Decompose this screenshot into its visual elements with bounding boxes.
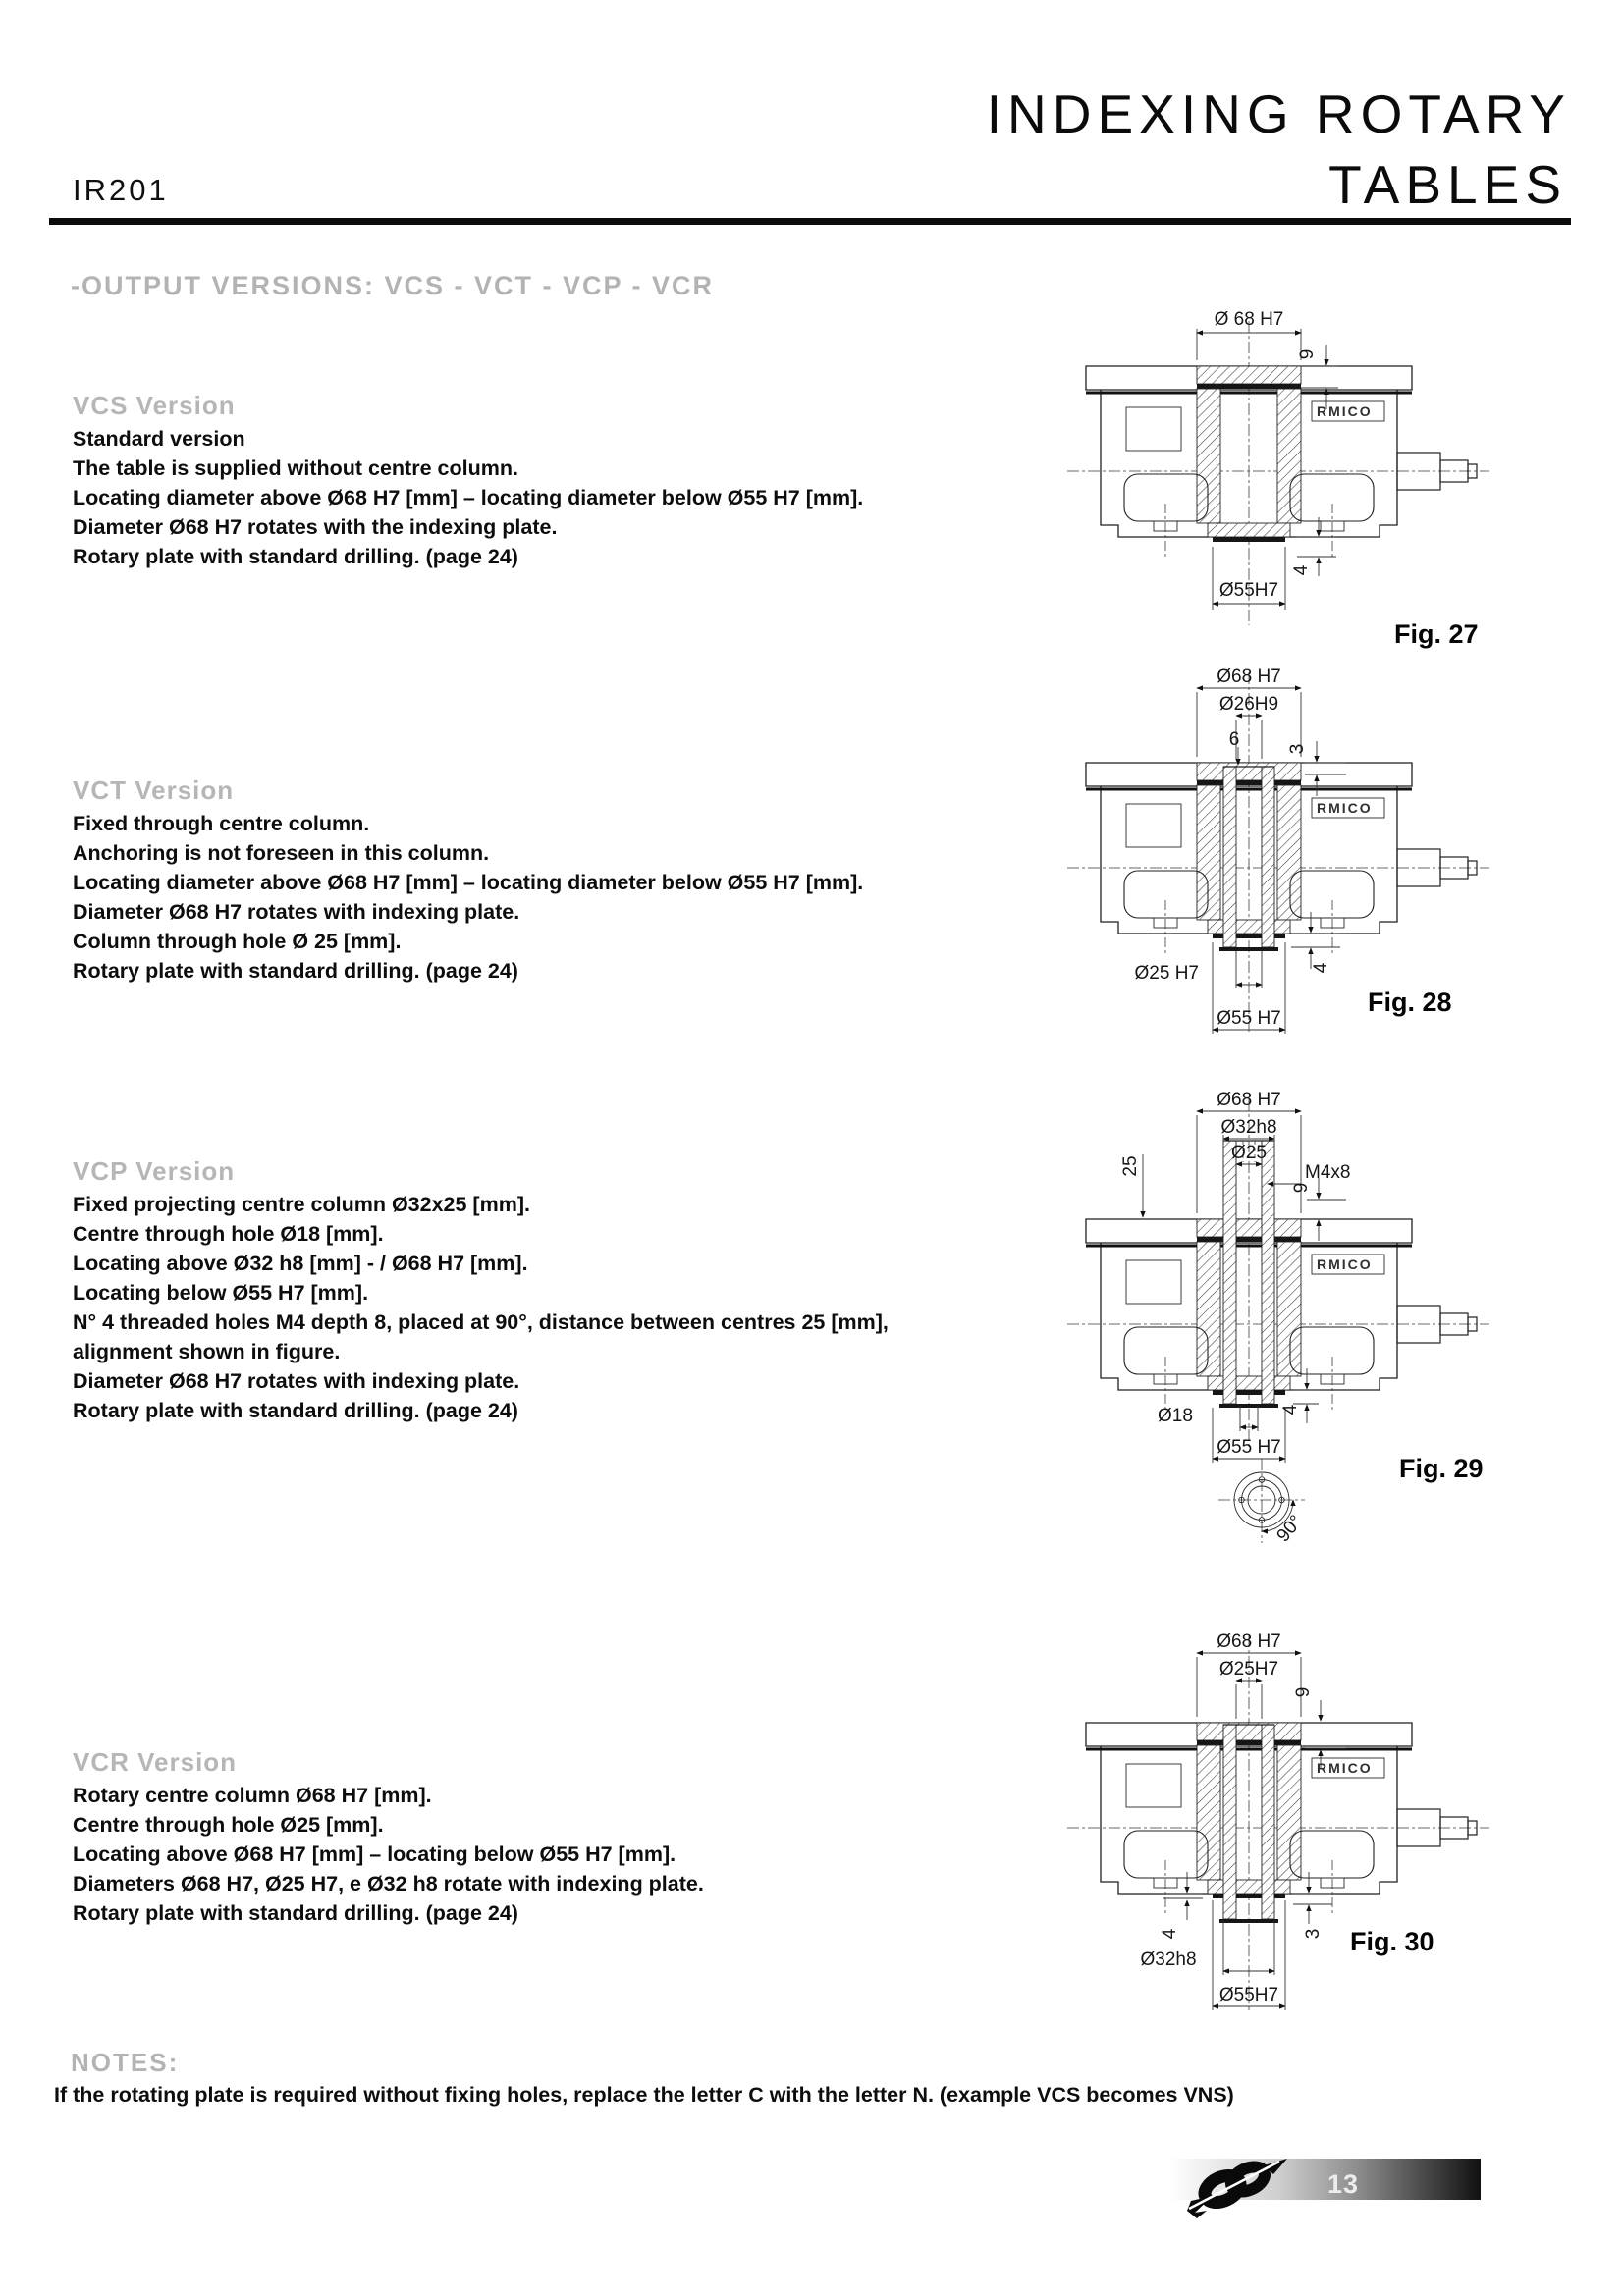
figure-caption: Fig. 28	[1368, 988, 1452, 1017]
vcp-line: Rotary plate with standard drilling. (page 24)	[73, 1399, 518, 1422]
brand-label: RMICO	[1317, 403, 1373, 419]
dim-3-label: 3	[1303, 1928, 1324, 1940]
vcs-version-text	[73, 424, 1025, 571]
vct-line: Column through hole Ø 25 [mm].	[73, 930, 402, 953]
dim-55-label: Ø55 H7	[1217, 1437, 1281, 1458]
vct-version-heading: VCT Version	[73, 775, 235, 805]
vcp-line: N° 4 threaded holes M4 depth 8, placed at 90°, distance between centres 25 [mm],	[73, 1310, 889, 1334]
figure-30-drawing	[1065, 1610, 1600, 2022]
vcp-line: Centre through hole Ø18 [mm].	[73, 1222, 384, 1246]
dim-9-label: 9	[1293, 1686, 1314, 1698]
vcr-version-heading: VCR Version	[73, 1747, 238, 1777]
page-title-line1: INDEXING ROTARY	[986, 83, 1571, 144]
brand-label: RMICO	[1317, 1256, 1373, 1272]
dim-9-label: 9	[1291, 1182, 1312, 1194]
bottom-view	[1218, 1459, 1307, 1546]
dim-68-label: Ø68 H7	[1217, 1631, 1281, 1652]
dim-32-label: Ø32h8	[1220, 1117, 1277, 1138]
figure-caption: Fig. 30	[1350, 1927, 1434, 1956]
dim-4-label: 4	[1291, 564, 1312, 576]
vct-version-text	[73, 809, 1025, 986]
vcr-line: Centre through hole Ø25 [mm].	[73, 1813, 384, 1837]
dim-9-label: 9	[1297, 348, 1318, 360]
vcs-line: Locating diameter above Ø68 H7 [mm] – locating diameter below Ø55 H7 [mm].	[73, 486, 864, 509]
vcp-version-text	[73, 1190, 1025, 1425]
dim-4-label: 4	[1160, 1928, 1180, 1940]
dim-68-label: Ø68 H7	[1217, 667, 1281, 687]
brand-label: RMICO	[1317, 800, 1373, 816]
vcs-line: Rotary plate with standard drilling. (page 24)	[73, 545, 518, 568]
header-rule	[49, 218, 1571, 225]
dim-55-label: Ø55 H7	[1217, 1008, 1281, 1029]
vcr-line: Rotary plate with standard drilling. (page 24)	[73, 1901, 518, 1925]
dim-4-label: 4	[1311, 962, 1331, 974]
dim-18-label: Ø18	[1158, 1406, 1193, 1426]
brand-label: RMICO	[1317, 1760, 1373, 1776]
dim-m4x8-label: M4x8	[1305, 1162, 1351, 1183]
vct-line: Anchoring is not foreseen in this column.	[73, 841, 490, 865]
page-number: 13	[1327, 2169, 1360, 2199]
page-title-line2: TABLES	[1328, 154, 1567, 215]
figure-caption: Fig. 29	[1399, 1454, 1484, 1483]
dim-25-label: Ø25 H7	[1134, 963, 1199, 984]
vcp-line: alignment shown in figure.	[73, 1340, 341, 1363]
vcs-line: Diameter Ø68 H7 rotates with the indexing plate.	[73, 515, 558, 539]
dim-proj25-label: 25	[1120, 1155, 1141, 1177]
dim-68-label: Ø 68 H7	[1214, 309, 1284, 330]
dim-4-label: 4	[1280, 1404, 1301, 1415]
dim-55-label: Ø55H7	[1218, 1985, 1279, 2005]
figure-28-drawing	[1065, 643, 1600, 1038]
vcs-line: Standard version	[73, 427, 245, 451]
vct-line: Diameter Ø68 H7 rotates with indexing plate.	[73, 900, 520, 924]
vct-line: Locating diameter above Ø68 H7 [mm] – locating diameter below Ø55 H7 [mm].	[73, 871, 864, 894]
vcp-version-heading: VCP Version	[73, 1156, 236, 1186]
vct-line: Rotary plate with standard drilling. (page 24)	[73, 959, 518, 983]
section-title: -OUTPUT VERSIONS: VCS - VCT - VCP - VCR	[71, 271, 715, 300]
footer-logo-icon	[1181, 2150, 1299, 2220]
vcr-line: Rotary centre column Ø68 H7 [mm].	[73, 1784, 432, 1807]
figure-29-drawing	[1065, 1060, 1600, 1600]
notes-heading: NOTES:	[71, 2048, 180, 2077]
dim-6-label: 6	[1228, 729, 1240, 750]
vcr-version-text	[73, 1781, 1025, 1928]
figure-caption: Fig. 27	[1394, 619, 1479, 649]
dim-55-label: Ø55H7	[1218, 580, 1279, 601]
vct-line: Fixed through centre column.	[73, 812, 370, 835]
dim-68-label: Ø68 H7	[1217, 1090, 1281, 1110]
vcr-line: Locating above Ø68 H7 [mm] – locating below Ø55 H7 [mm].	[73, 1842, 676, 1866]
dim-3-label: 3	[1287, 743, 1308, 755]
vcp-line: Diameter Ø68 H7 rotates with indexing plate.	[73, 1369, 520, 1393]
figure-27-drawing	[1065, 260, 1600, 655]
vcs-line: The table is supplied without centre column.	[73, 456, 518, 480]
vcs-version-heading: VCS Version	[73, 391, 236, 420]
dim-26-label: Ø26H9	[1218, 694, 1279, 715]
vcr-line: Diameters Ø68 H7, Ø25 H7, e Ø32 h8 rotate with indexing plate.	[73, 1872, 704, 1896]
vcp-line: Fixed projecting centre column Ø32x25 [mm].	[73, 1193, 530, 1216]
notes-text: If the rotating plate is required without fixing holes, replace the letter C with the letter N. (example VCS becomes VNS)	[54, 2083, 1234, 2107]
dim-32-label: Ø32h8	[1140, 1949, 1197, 1970]
dim-25-label: Ø25H7	[1218, 1659, 1279, 1680]
dim-25-label: Ø25	[1231, 1143, 1267, 1163]
vcp-line: Locating above Ø32 h8 [mm] - / Ø68 H7 [mm].	[73, 1252, 528, 1275]
model-code: IR201	[73, 173, 169, 207]
vcp-line: Locating below Ø55 H7 [mm].	[73, 1281, 369, 1305]
dim-90deg-label: 90°	[1272, 1511, 1308, 1547]
